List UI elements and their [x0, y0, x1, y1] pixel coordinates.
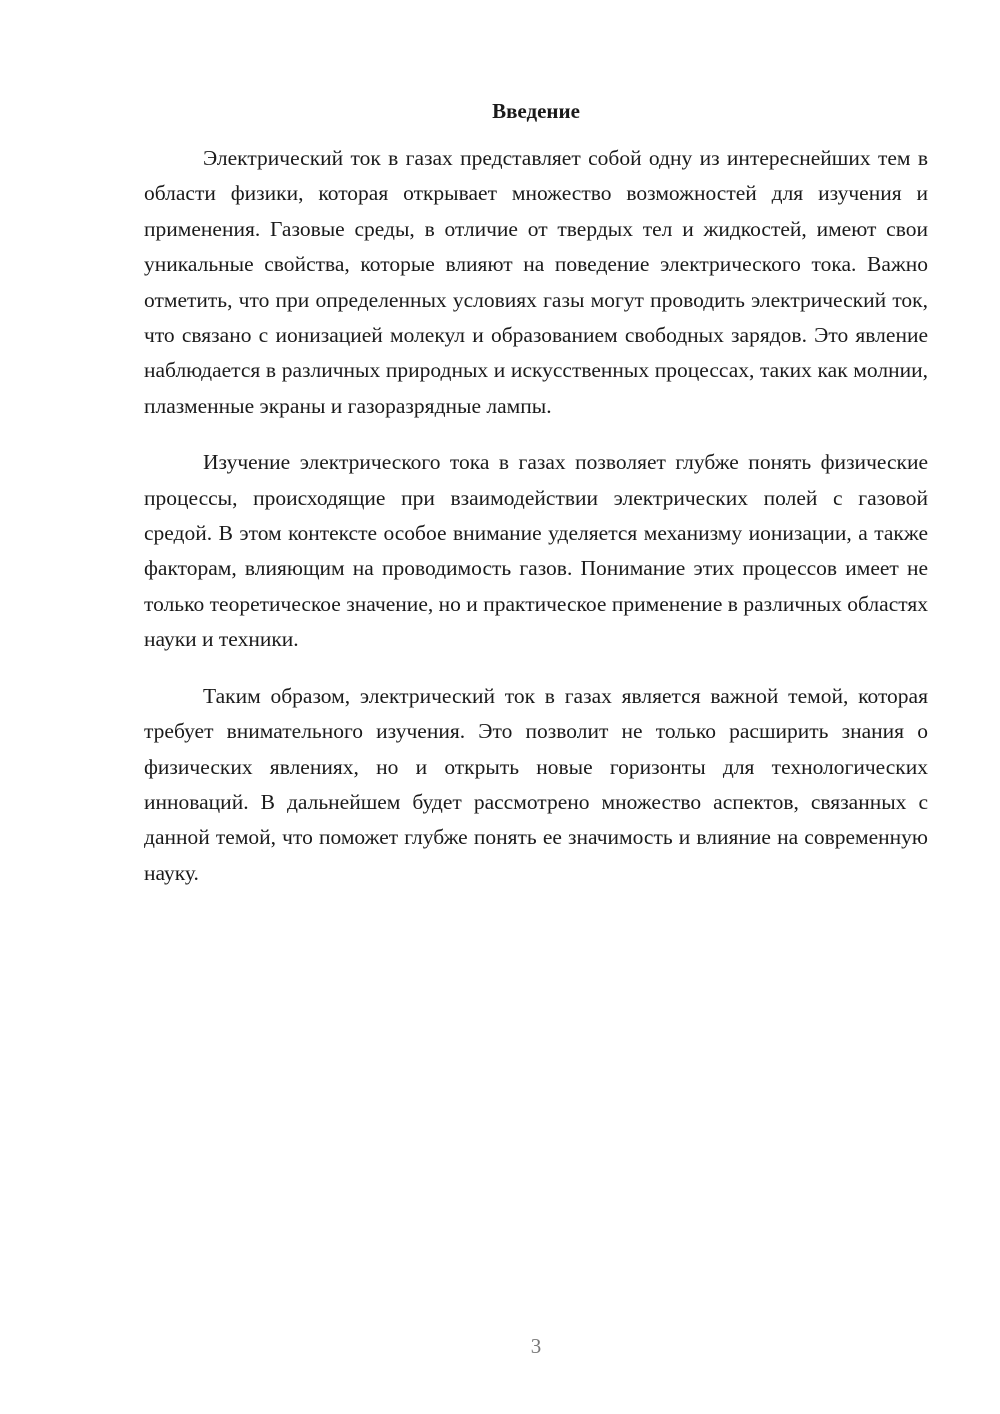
paragraph-3: Таким образом, электрический ток в газах является важной темой, которая требует внимательного изучения. Это позволит не только расширить знания о физических явлениях, но и открыть новые горизонты для технологических инноваций. В дальнейшем будет рассмотрено множество аспектов, связанных с данной темой, что поможет глубже понять ее значимость и влияние на современную науку. [144, 683, 928, 885]
section-title: Введение [492, 99, 580, 123]
paragraph-2: Изучение электрического тока в газах позволяет глубже понять физические процессы, происходящие при взаимодействии электрических полей с газовой средой. В этом контексте особое внимание уделяется механизму ионизации, а также факторам, влияющим на проводимость газов. Понимание этих процессов имеет не только теоретическое значение, но и практическое применение в различных областях науки и техники. [144, 450, 928, 652]
document-body [144, 95, 928, 912]
page-number: 3 [530, 1334, 542, 1358]
paragraph-1: Электрический ток в газах представляет собой одну из интереснейших тем в области физики, которая открывает множество возможностей для изучения и применения. Газовые среды, в отличие от твердых тел и жидкостей, имеют свои уникальные свойства, которые влияют на поведение электрического тока. Важно отметить, что при определенных условиях газы могут проводить электрический ток, что связано с ионизацией молекул и образованием свободных зарядов. Это явление наблюдается в различных природных и искусственных процессах, таких как молнии, плазменные экраны и газоразрядные лампы. [144, 146, 928, 418]
